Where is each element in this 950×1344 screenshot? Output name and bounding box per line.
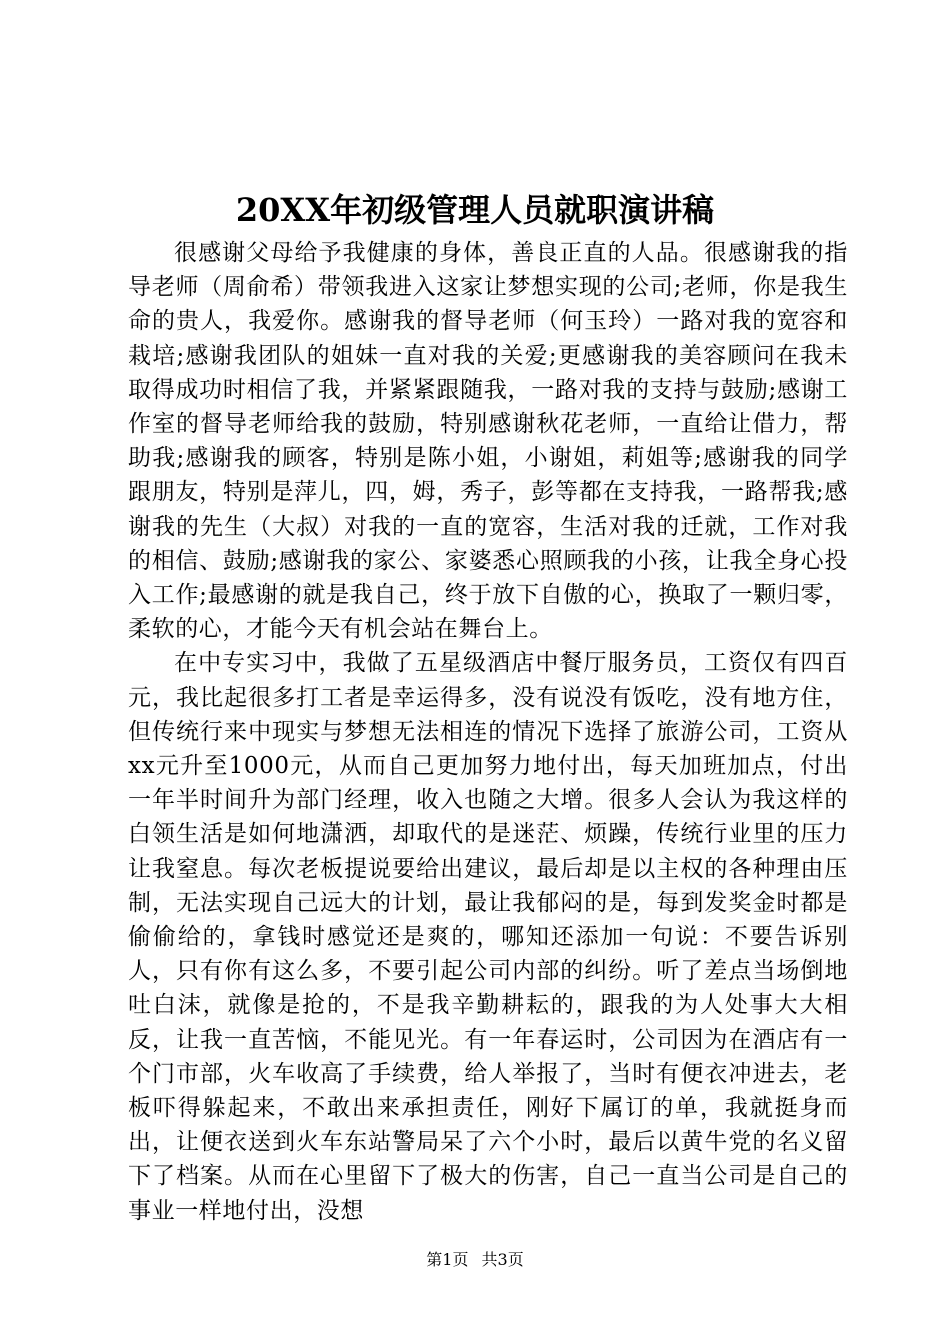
document-body — [128, 236, 848, 1228]
page-number: 第1页 — [426, 1250, 469, 1269]
paragraph-gratitude: 很感谢父母给予我健康的身体，善良正直的人品。很感谢我的指导老师（周俞希）带领我进入这家让梦想实现的公司;老师，你是我生命的贵人，我爱你。感谢我的督导老师（何玉玲）一路对我的宽容和栽培;感谢我团队的姐妹一直对我的关爱;更感谢我的美容顾问在我未取得成功时相信了我，并紧紧跟随我，一路对我的支持与鼓励;感谢工作室的督导老师给我的鼓励，特别感谢秋花老师，一直给让借力，帮助我;感谢我的顾客，特别是陈小姐，小谢姐，莉姐等;感谢我的同学跟朋友，特别是萍儿，四，姆，秀子，彭等都在支持我，一路帮我;感谢我的先生（大叔）对我的一直的宽容，生活对我的迁就，工作对我的相信、鼓励;感谢我的家公、家婆悉心照顾我的小孩，让我全身心投入工作;最感谢的就是我自己，终于放下自傲的心，换取了一颗归零，柔软的心，才能今天有机会站在舞台上。 — [128, 240, 848, 643]
page-footer — [0, 1248, 950, 1272]
page-total: 共3页 — [481, 1250, 524, 1269]
paragraph-career: 在中专实习中，我做了五星级酒店中餐厅服务员，工资仅有四百元，我比起很多打工者是幸运得多，没有说没有饭吃，没有地方住，但传统行来中现实与梦想无法相连的情况下选择了旅游公司，工资从xx元升至1000元，从而自己更加努力地付出，每天加班加点，付出一年半时间升为部门经理，收入也随之大增。很多人会认为我这样的白领生活是如何地潇洒，却取代的是迷茫、烦躁，传统行业里的压力让我窒息。每次老板提说要给出建议，最后却是以主权的各种理由压制，无法实现自己远大的计划，最让我郁闷的是，每到发奖金时都是偷偷给的，拿钱时感觉还是爽的，哪知还添加一句说：不要告诉别人，只有你有这么多，不要引起公司内部的纠纷。听了差点当场倒地吐白沫，就像是抢的，不是我辛勤耕耘的，跟我的为人处事大大相反，让我一直苦恼，不能见光。有一年春运时，公司因为在酒店有一个门市部，火车收高了手续费，给人举报了，当时有便衣冲进去，老板吓得躲起来，不敢出来承担责任，刚好下属订的单，我就挺身而出，让便衣送到火车东站警局呆了六个小时，最后以黄牛党的名义留下了档案。从而在心里留下了极大的伤害，自己一直当公司是自己的事业一样地付出，没想 — [128, 650, 848, 1224]
document-title: 20XX年初级管理人员就职演讲稿 — [235, 191, 715, 229]
